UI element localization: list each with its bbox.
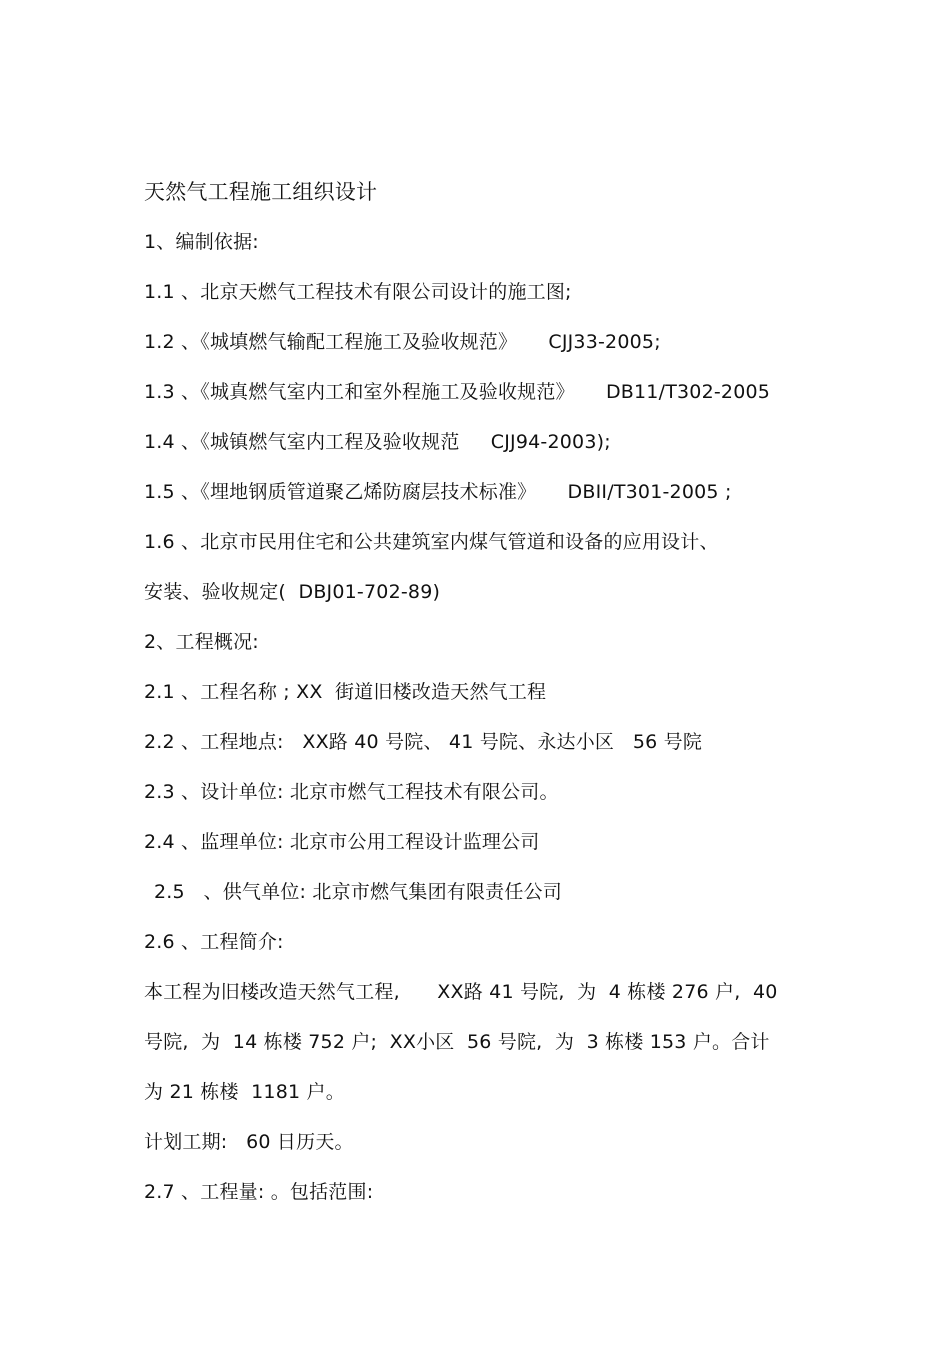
paragraph-line: 为 21 栋楼 1181 户。 bbox=[144, 1081, 345, 1103]
text-line: 2.1 、工程名称 ; XX 街道旧楼改造天然气工程 bbox=[144, 681, 547, 703]
paragraph-line: 号院, 为 14 栋楼 752 户; XX小区 56 号院, 为 3 栋楼 153 户。合计 bbox=[144, 1031, 770, 1053]
text-line: 1.6 、北京市民用住宅和公共建筑室内煤气管道和设备的应用设计、 bbox=[144, 531, 719, 553]
text-line: 1.4 、《城镇燃气室内工程及验收规范 CJJ94-2003); bbox=[144, 431, 611, 453]
text-line: 2.4 、监理单位: 北京市公用工程设计监理公司 bbox=[144, 831, 540, 853]
text-line: 安装、验收规定( DBJ01-702-89) bbox=[144, 581, 441, 603]
text-line: 2.5 、供气单位: 北京市燃气集团有限责任公司 bbox=[154, 881, 562, 903]
text-line: 2.6 、工程简介: bbox=[144, 931, 284, 953]
text-line: 1.2 、《城填燃气输配工程施工及验收规范》 CJJ33-2005; bbox=[144, 331, 661, 353]
document-title: 天然气工程施工组织设计 bbox=[144, 180, 378, 204]
text-line: 2.7 、工程量: 。包括范围: bbox=[144, 1181, 374, 1203]
text-line: 1.5 、《埋地钢质管道聚乙烯防腐层技术标准》 DBII/T301-2005 ; bbox=[144, 481, 732, 503]
text-line: 1.3 、《城真燃气室内工和室外程施工及验收规范》 DB11/T302-2005 bbox=[144, 381, 771, 403]
text-line: 2.3 、设计单位: 北京市燃气工程技术有限公司。 bbox=[144, 781, 559, 803]
section-heading: 1、编制依据: bbox=[144, 231, 259, 253]
text-line: 2.2 、工程地点: XX路 40 号院、 41 号院、永达小区 56 号院 bbox=[144, 731, 703, 753]
text-line: 1.1 、北京天燃气工程技术有限公司设计的施工图; bbox=[144, 281, 572, 303]
text-line: 计划工期: 60 日历天。 bbox=[144, 1131, 354, 1153]
section-heading: 2、工程概况: bbox=[144, 631, 259, 653]
paragraph-line: 本工程为旧楼改造天然气工程, XX路 41 号院, 为 4 栋楼 276 户, 40 bbox=[144, 981, 778, 1003]
